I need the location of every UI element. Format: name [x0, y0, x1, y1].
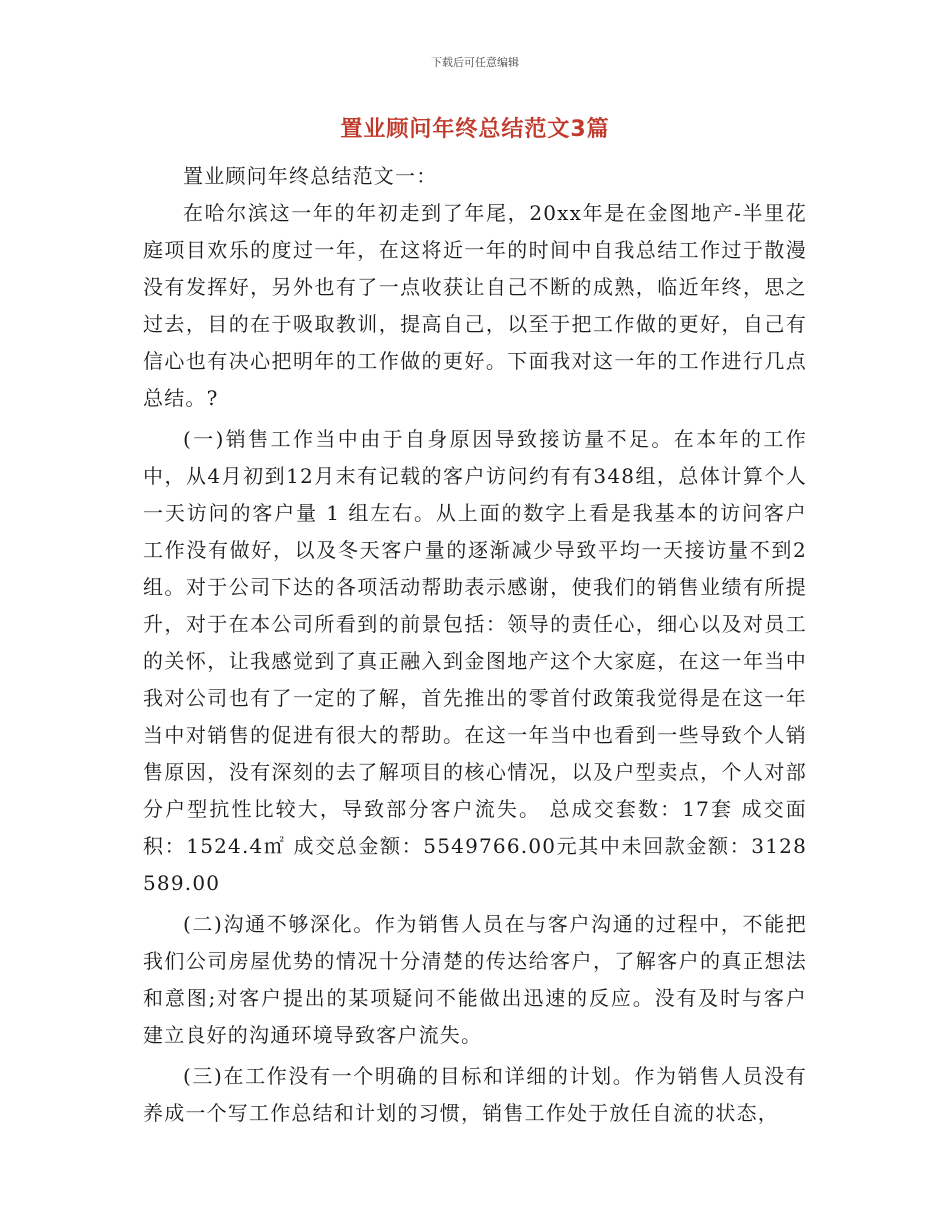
header-note: 下载后可任意编辑 — [431, 56, 519, 69]
paragraph-intro-heading: 置业顾问年终总结范文一： — [183, 164, 438, 188]
paragraph-section-2: (二)沟通不够深化。作为销售人员在与客户沟通的过程中，不能把我们公司房屋优势的情况十分清楚的传达给客户，了解客户的真正想法和意图;对客户提出的某项疑问不能做出迅速的反应。没有及时与客户建立良好的沟通环境导致客户流失。 — [143, 912, 807, 1047]
document-body — [143, 158, 807, 1132]
paragraph-section-3: (三)在工作没有一个明确的目标和详细的计划。作为销售人员没有养成一个写工作总结和计划的习惯，销售工作处于放任自流的状态， — [143, 1064, 807, 1125]
document-title: 置业顾问年终总结范文3篇 — [340, 117, 610, 142]
paragraph-opening: 在哈尔滨这一年的年初走到了年尾，20xx年是在金图地产-半里花庭项目欢乐的度过一年，在这将近一年的时间中自我总结工作过于散漫没有发挥好，另外也有了一点收获让自己不断的成熟，临近年终，思之过去，目的在于吸取教训，提高自己，以至于把工作做的更好，自己有信心也有决心把明年的工作做的更好。下面我对这一年的工作进行几点总结。? — [143, 201, 807, 410]
paragraph-section-1: (一)销售工作当中由于自身原因导致接访量不足。在本年的工作中，从4月初到12月末有记载的客户访问约有有348组，总体计算个人一天访问的客户量 1 组左右。从上面的数字上看是我基本的访问客户工作没有做好，以及冬天客户量的逐渐减少导致平均一天接访量不到2组。对于公司下达的各项活动帮助表示感谢，使我们的销售业绩有所提升，对于在本公司所看到的前景包括：领导的责任心，细心以及对员工的关怀，让我感觉到了真正融入到金图地产这个大家庭，在这一年当中我对公司也有了一定的了解，首先推出的零首付政策我觉得是在这一年当中对销售的促进有很大的帮助。在这一年当中也看到一些导致个人销售原因，没有深刻的去了解项目的核心情况，以及户型卖点，个人对部分户型抗性比较大，导致部分客户流失。 总成交套数：17套 成交面积：1524.4㎡ 成交总金额：5549766.00元其中未回款金额：3128589.00 — [143, 427, 807, 895]
